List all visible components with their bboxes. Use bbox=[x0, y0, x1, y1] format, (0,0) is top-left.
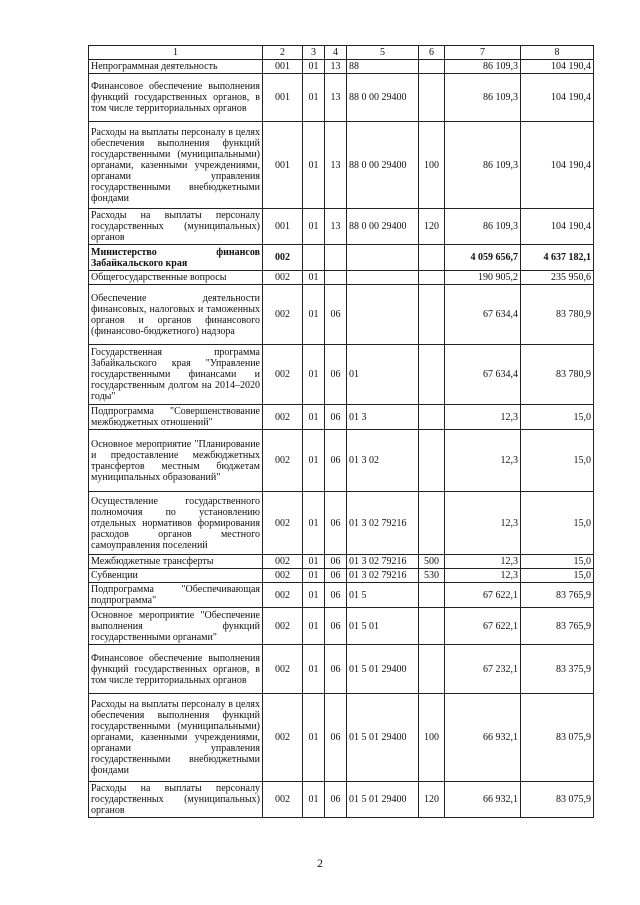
row-name-cell: Расходы на выплаты персоналу в целях обеспечения выполнения функций государственными (муниципальными) органами, казенными учреждениями, органами управления государственными внебюджетными фондами bbox=[89, 694, 263, 782]
row-value-cell: 86 109,3 bbox=[445, 209, 521, 245]
row-value-cell: 002 bbox=[263, 782, 303, 818]
row-value-cell: 88 bbox=[347, 60, 419, 74]
row-value-cell: 15,0 bbox=[521, 555, 594, 569]
table-row bbox=[89, 74, 594, 122]
row-name-cell: Государственная программа Забайкальского края "Управление государственными финансами и государственным долгом на 2014–2020 годы" bbox=[89, 345, 263, 405]
row-value-cell: 104 190,4 bbox=[521, 60, 594, 74]
row-value-cell: 002 bbox=[263, 430, 303, 492]
row-value-cell: 002 bbox=[263, 245, 303, 271]
row-name-cell: Подпрограмма "Обеспечивающая подпрограмма" bbox=[89, 583, 263, 608]
row-value-cell: 01 bbox=[303, 430, 325, 492]
table-row bbox=[89, 555, 594, 569]
row-value-cell: 12,3 bbox=[445, 492, 521, 555]
row-value-cell: 83 075,9 bbox=[521, 782, 594, 818]
row-value-cell: 002 bbox=[263, 694, 303, 782]
row-value-cell bbox=[419, 645, 445, 694]
row-value-cell: 06 bbox=[325, 405, 347, 430]
table-row bbox=[89, 405, 594, 430]
row-value-cell: 86 109,3 bbox=[445, 122, 521, 209]
row-value-cell: 01 bbox=[303, 645, 325, 694]
row-value-cell: 06 bbox=[325, 555, 347, 569]
row-value-cell: 12,3 bbox=[445, 555, 521, 569]
row-value-cell: 002 bbox=[263, 569, 303, 583]
table-row bbox=[89, 492, 594, 555]
row-value-cell: 01 5 01 29400 bbox=[347, 645, 419, 694]
row-value-cell: 15,0 bbox=[521, 430, 594, 492]
row-value-cell: 13 bbox=[325, 122, 347, 209]
row-value-cell bbox=[325, 245, 347, 271]
row-name-cell: Межбюджетные трансферты bbox=[89, 555, 263, 569]
row-value-cell: 001 bbox=[263, 60, 303, 74]
table-row bbox=[89, 583, 594, 608]
row-value-cell bbox=[419, 492, 445, 555]
row-value-cell: 002 bbox=[263, 555, 303, 569]
row-value-cell: 01 bbox=[303, 608, 325, 645]
table-row bbox=[89, 271, 594, 285]
row-value-cell: 01 bbox=[303, 209, 325, 245]
row-value-cell: 01 3 02 79216 bbox=[347, 555, 419, 569]
row-name-cell: Подпрограмма "Совершенствование межбюджетных отношений" bbox=[89, 405, 263, 430]
row-value-cell: 01 bbox=[303, 405, 325, 430]
row-value-cell: 06 bbox=[325, 608, 347, 645]
row-value-cell: 001 bbox=[263, 74, 303, 122]
row-value-cell bbox=[303, 245, 325, 271]
row-value-cell: 13 bbox=[325, 74, 347, 122]
header-cell: 4 bbox=[325, 46, 347, 60]
row-value-cell: 06 bbox=[325, 492, 347, 555]
row-name-cell: Основное мероприятие "Планирование и предоставление межбюджетных трансфертов местным бюджетам муниципальных образований" bbox=[89, 430, 263, 492]
row-value-cell bbox=[419, 245, 445, 271]
row-value-cell: 83 780,9 bbox=[521, 345, 594, 405]
row-value-cell: 88 0 00 29400 bbox=[347, 209, 419, 245]
table-row bbox=[89, 645, 594, 694]
row-value-cell: 83 375,9 bbox=[521, 645, 594, 694]
row-value-cell: 15,0 bbox=[521, 405, 594, 430]
row-value-cell: 002 bbox=[263, 583, 303, 608]
row-value-cell: 120 bbox=[419, 782, 445, 818]
row-value-cell bbox=[419, 608, 445, 645]
row-name-cell: Расходы на выплаты персоналу государственных (муниципальных) органов bbox=[89, 782, 263, 818]
row-value-cell: 002 bbox=[263, 271, 303, 285]
row-value-cell: 01 3 02 bbox=[347, 430, 419, 492]
table-row bbox=[89, 694, 594, 782]
table-row bbox=[89, 245, 594, 271]
header-cell: 2 bbox=[263, 46, 303, 60]
row-value-cell: 13 bbox=[325, 209, 347, 245]
row-value-cell bbox=[347, 245, 419, 271]
row-value-cell: 88 0 00 29400 bbox=[347, 122, 419, 209]
row-value-cell bbox=[347, 271, 419, 285]
row-value-cell: 01 5 01 29400 bbox=[347, 782, 419, 818]
row-value-cell: 67 622,1 bbox=[445, 583, 521, 608]
row-value-cell: 83 075,9 bbox=[521, 694, 594, 782]
row-value-cell: 12,3 bbox=[445, 569, 521, 583]
page-number: 2 bbox=[317, 856, 323, 870]
row-value-cell: 83 765,9 bbox=[521, 583, 594, 608]
row-value-cell: 67 634,4 bbox=[445, 285, 521, 345]
header-cell: 6 bbox=[419, 46, 445, 60]
row-value-cell: 01 3 02 79216 bbox=[347, 569, 419, 583]
row-value-cell: 06 bbox=[325, 782, 347, 818]
row-value-cell: 104 190,4 bbox=[521, 122, 594, 209]
row-value-cell: 06 bbox=[325, 345, 347, 405]
row-value-cell: 100 bbox=[419, 694, 445, 782]
row-value-cell: 002 bbox=[263, 285, 303, 345]
row-value-cell: 67 622,1 bbox=[445, 608, 521, 645]
table-row bbox=[89, 430, 594, 492]
row-value-cell: 01 bbox=[347, 345, 419, 405]
table-row bbox=[89, 345, 594, 405]
row-value-cell: 01 5 01 bbox=[347, 608, 419, 645]
row-value-cell bbox=[419, 74, 445, 122]
row-name-cell: Осуществление государственного полномочия по установлению отдельных нормативов формирования расходов органов местного самоуправления поселений bbox=[89, 492, 263, 555]
row-value-cell: 15,0 bbox=[521, 569, 594, 583]
table-row bbox=[89, 608, 594, 645]
row-value-cell: 66 932,1 bbox=[445, 694, 521, 782]
header-cell: 7 bbox=[445, 46, 521, 60]
row-value-cell: 01 3 02 79216 bbox=[347, 492, 419, 555]
row-value-cell: 190 905,2 bbox=[445, 271, 521, 285]
row-value-cell: 06 bbox=[325, 569, 347, 583]
table-row bbox=[89, 285, 594, 345]
row-value-cell: 01 bbox=[303, 583, 325, 608]
table-row bbox=[89, 60, 594, 74]
row-value-cell: 86 109,3 bbox=[445, 60, 521, 74]
table-row bbox=[89, 569, 594, 583]
header-cell: 8 bbox=[521, 46, 594, 60]
row-value-cell: 06 bbox=[325, 430, 347, 492]
row-value-cell bbox=[347, 285, 419, 345]
header-cell: 5 bbox=[347, 46, 419, 60]
row-value-cell bbox=[325, 271, 347, 285]
row-value-cell: 06 bbox=[325, 694, 347, 782]
row-value-cell: 002 bbox=[263, 645, 303, 694]
row-value-cell: 83 765,9 bbox=[521, 608, 594, 645]
row-value-cell: 002 bbox=[263, 492, 303, 555]
row-value-cell: 01 bbox=[303, 345, 325, 405]
row-value-cell bbox=[419, 285, 445, 345]
row-value-cell: 06 bbox=[325, 645, 347, 694]
row-value-cell: 001 bbox=[263, 209, 303, 245]
row-value-cell: 01 bbox=[303, 285, 325, 345]
row-value-cell: 01 bbox=[303, 60, 325, 74]
row-name-cell: Обеспечение деятельности финансовых, налоговых и таможенных органов и органов финансового (финансово-бюджетного) надзора bbox=[89, 285, 263, 345]
row-value-cell: 002 bbox=[263, 405, 303, 430]
row-value-cell: 06 bbox=[325, 285, 347, 345]
row-value-cell: 4 637 182,1 bbox=[521, 245, 594, 271]
row-value-cell: 002 bbox=[263, 608, 303, 645]
row-value-cell: 500 bbox=[419, 555, 445, 569]
row-value-cell bbox=[419, 430, 445, 492]
row-name-cell: Расходы на выплаты персоналу в целях обеспечения выполнения функций государственными (муниципальными) органами, казенными учреждениями, органами управления государственными внебюджетными фондами bbox=[89, 122, 263, 209]
row-name-cell: Расходы на выплаты персоналу государственных (муниципальных) органов bbox=[89, 209, 263, 245]
row-name-cell: Министерство финансов Забайкальского края bbox=[89, 245, 263, 271]
row-value-cell: 67 634,4 bbox=[445, 345, 521, 405]
row-value-cell: 235 950,6 bbox=[521, 271, 594, 285]
row-value-cell: 120 bbox=[419, 209, 445, 245]
table-row bbox=[89, 209, 594, 245]
row-value-cell: 01 bbox=[303, 555, 325, 569]
row-value-cell: 104 190,4 bbox=[521, 74, 594, 122]
row-value-cell bbox=[419, 345, 445, 405]
row-value-cell: 01 5 01 29400 bbox=[347, 694, 419, 782]
row-value-cell: 15,0 bbox=[521, 492, 594, 555]
row-value-cell: 01 bbox=[303, 122, 325, 209]
row-value-cell: 86 109,3 bbox=[445, 74, 521, 122]
row-name-cell: Финансовое обеспечение выполнения функций государственных органов, в том числе территориальных органов bbox=[89, 74, 263, 122]
row-value-cell: 01 3 bbox=[347, 405, 419, 430]
row-value-cell: 01 bbox=[303, 694, 325, 782]
row-value-cell: 530 bbox=[419, 569, 445, 583]
row-value-cell: 12,3 bbox=[445, 430, 521, 492]
row-value-cell: 06 bbox=[325, 583, 347, 608]
row-value-cell: 01 bbox=[303, 569, 325, 583]
row-value-cell: 001 bbox=[263, 122, 303, 209]
row-value-cell: 01 5 bbox=[347, 583, 419, 608]
row-value-cell: 01 bbox=[303, 74, 325, 122]
row-value-cell bbox=[419, 60, 445, 74]
row-value-cell: 4 059 656,7 bbox=[445, 245, 521, 271]
header-cell: 3 bbox=[303, 46, 325, 60]
row-value-cell: 002 bbox=[263, 345, 303, 405]
row-value-cell: 67 232,1 bbox=[445, 645, 521, 694]
row-value-cell: 12,3 bbox=[445, 405, 521, 430]
row-value-cell: 13 bbox=[325, 60, 347, 74]
row-value-cell: 100 bbox=[419, 122, 445, 209]
row-value-cell: 104 190,4 bbox=[521, 209, 594, 245]
row-value-cell: 01 bbox=[303, 492, 325, 555]
row-name-cell: Основное мероприятие "Обеспечение выполнения функций государственными органами" bbox=[89, 608, 263, 645]
header-row bbox=[89, 46, 594, 60]
header-cell: 1 bbox=[89, 46, 263, 60]
budget-table bbox=[88, 45, 594, 818]
row-value-cell: 83 780,9 bbox=[521, 285, 594, 345]
row-name-cell: Общегосударственные вопросы bbox=[89, 271, 263, 285]
row-name-cell: Субвенции bbox=[89, 569, 263, 583]
table-row bbox=[89, 782, 594, 818]
row-value-cell bbox=[419, 271, 445, 285]
row-value-cell: 66 932,1 bbox=[445, 782, 521, 818]
row-value-cell: 01 bbox=[303, 271, 325, 285]
row-value-cell: 88 0 00 29400 bbox=[347, 74, 419, 122]
row-name-cell: Непрограммная деятельность bbox=[89, 60, 263, 74]
row-value-cell bbox=[419, 583, 445, 608]
row-value-cell: 01 bbox=[303, 782, 325, 818]
table-row bbox=[89, 122, 594, 209]
row-name-cell: Финансовое обеспечение выполнения функций государственных органов, в том числе территориальных органов bbox=[89, 645, 263, 694]
row-value-cell bbox=[419, 405, 445, 430]
